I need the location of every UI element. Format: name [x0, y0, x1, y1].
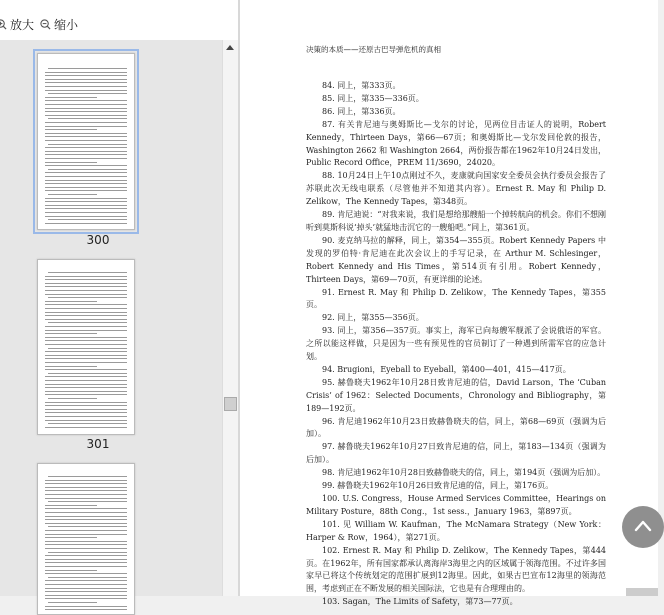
thumbnail-text-line [45, 420, 127, 421]
thumbnail-text-line [45, 606, 127, 607]
thumbnail-text-line [45, 609, 127, 610]
thumbnail-text-line [45, 75, 127, 76]
thumbnail-text-line [45, 530, 127, 531]
thumbnail-sidebar [0, 40, 222, 596]
thumbnail-text-line [45, 512, 127, 513]
sidebar-scrollbar[interactable] [222, 40, 238, 596]
endnote: 93. 同上，第356—357页。事实上，海军已向每艘军舰派了会说俄语的军官。之所以能这样做，只是因为一些有预见性的官员制订了一种遇到所需军官的应急计划。 [306, 326, 606, 362]
thumbnail-text-line [48, 398, 97, 399]
zoom-out-button[interactable] [40, 16, 78, 33]
thumbnail-text-line [45, 79, 127, 80]
thumbnail-text-line [45, 559, 127, 560]
thumbnail-text-line [45, 498, 127, 499]
thumbnail-text-line [45, 494, 127, 495]
thumbnail-text-line [45, 198, 127, 199]
thumbnail-text-line [45, 402, 127, 403]
thumbnail-text-line [45, 82, 127, 83]
thumbnail-text-line [45, 598, 127, 599]
endnote: 102. Ernest R. May 和 Philip D. Zelikow，The Kennedy Tapes，第444页。在1962年，所有国家都承认离海岸3海里之内的区域属于领海范围。不过许多国家早已将这个传统划定的范围扩展到12海里。因此，如果古巴宣布12海里的领海范围，考虑到正在不断发展的相关国际法，它也是有合理理由的。 [306, 545, 606, 594]
thumbnail-text-line [45, 548, 127, 549]
thumbnail-text-line [48, 68, 127, 69]
endnotes-list [306, 80, 606, 609]
thumbnail-text-line [45, 405, 127, 406]
thumbnail-text-line [48, 272, 127, 273]
thumbnail-text-line [45, 358, 127, 359]
endnote: 103. Sagan，The Limits of Safety，第73—77页。 [322, 597, 518, 607]
thumbnail-text-line [45, 136, 127, 137]
thumbnail-text-line [45, 387, 127, 388]
thumbnail-text-line [45, 380, 127, 381]
thumbnail-text-line [45, 344, 127, 345]
thumbnail-text-line [45, 172, 127, 173]
thumbnail-text-line [45, 115, 127, 116]
zoom-in-label: 放大 [10, 18, 35, 32]
thumbnail-text-line [45, 72, 127, 73]
thumbnail-text-line [45, 90, 127, 91]
thumbnail-text-line [45, 129, 97, 130]
thumbnail-text-line [45, 190, 127, 191]
thumbnail-text-line [45, 544, 127, 545]
thumbnail-text-line [45, 580, 127, 581]
thumbnail-text-line [45, 369, 127, 370]
thumbnail-text-line [45, 394, 127, 395]
zoom-in-button[interactable] [0, 16, 34, 33]
thumbnail-text-line [45, 315, 127, 316]
thumbnail-text-line [45, 366, 97, 367]
thumbnail-text-line [45, 508, 127, 509]
thumbnail-text-line [45, 427, 127, 428]
thumbnail-text-line [45, 391, 127, 392]
thumbnail-text-line [45, 573, 127, 574]
thumbnail-text-line [45, 555, 127, 556]
thumbnail-text-line [45, 104, 127, 105]
thumbnail-text-line [48, 476, 127, 477]
thumbnail-text-line [45, 151, 127, 152]
thumbnail-text-line [45, 183, 127, 184]
endnote: 85. 同上，第335—336页。 [322, 93, 424, 103]
endnote: 84. 同上，第333页。 [322, 81, 401, 90]
thumbnail-text-line [45, 562, 127, 563]
endnote: 89. 肯尼迪说：“对我来说，我们是想给那艘船一个掉转航向的机会。你们不想刚听到莫斯科说‘掉头’就猛地击沉它的一艘船吧。”同上，第361页。 [306, 210, 606, 232]
thumbnail-text-line [45, 126, 127, 127]
thumbnail-text-line [48, 348, 127, 349]
thumbnail-text-line [45, 290, 127, 291]
thumbnail-text-line [45, 216, 127, 217]
thumbnail-text-line [45, 108, 127, 109]
thumbnail-text-line [45, 340, 127, 341]
thumbnail-text-line [45, 326, 127, 327]
thumbnail-text-line [48, 169, 127, 170]
zoom-out-icon [40, 19, 51, 30]
status-corner [626, 588, 658, 596]
endnote: 96. 肯尼迪1962年10月23日致赫鲁晓夫的信，同上，第68—69页（强调为后加）。 [306, 416, 606, 439]
thumbnail-text-line [48, 322, 127, 323]
thumbnail-text-line [45, 162, 97, 163]
thumbnail-text-line [45, 319, 127, 320]
thumbnail-text-line [45, 312, 127, 313]
thumbnail-text-line [45, 570, 97, 571]
thumbnail-text-line [45, 86, 127, 87]
scrollbar-thumb[interactable] [224, 397, 237, 411]
thumbnail-text-line [45, 516, 127, 517]
endnote: 97. 赫鲁晓夫1962年10月27日致肯尼迪的信，同上，第183—134页（强调为后加）。 [306, 442, 606, 465]
thumbnail-text-line [48, 144, 127, 145]
zoom-in-icon [0, 19, 7, 30]
thumbnail-toolbar [0, 0, 240, 40]
chevron-up-icon [633, 516, 653, 536]
thumbnail-text-line [45, 584, 127, 585]
thumbnail-text-line [45, 308, 127, 309]
thumbnail-text-line [48, 219, 127, 220]
thumbnail-page-number: 301 [86, 437, 110, 451]
thumbnail-text-line [45, 205, 127, 206]
thumbnail-text-line [48, 194, 97, 195]
thumbnail-text-line [45, 147, 127, 148]
thumbnail-text-line [45, 409, 127, 410]
endnote: 98. 肯尼迪1962年10月28日致赫鲁晓夫的信，同上，第194页（强调为后加）。 [322, 468, 606, 478]
thumbnail-text-line [45, 384, 127, 385]
zoom-out-label: 缩小 [54, 18, 79, 32]
endnote: 95. 赫鲁晓夫1962年10月28日致肯尼迪的信，David Larson，The ‘Cuban Crisis’ of 1962：Selected Documents，Chronology and Bibliography，第189—192页。 [306, 377, 606, 413]
thumbnail-text-line [48, 602, 97, 603]
thumbnail-text-line [45, 154, 127, 155]
thumbnail-text-line [45, 337, 127, 338]
endnote: 92. 同上，第355—356页。 [322, 313, 424, 323]
thumbnail-text-line [45, 362, 127, 363]
endnote: 99. 赫鲁晓夫1962年10月26日致肯尼迪的信，同上，第176页。 [322, 481, 554, 491]
thumbnail-text-line [45, 541, 127, 542]
thumbnail-text-line [45, 351, 127, 352]
thumbnail-text-line [45, 100, 127, 101]
thumbnail-text-line [45, 330, 127, 331]
thumbnail-text-line [45, 208, 127, 209]
endnote: 94. Brugioni，Eyeball to Eyeball，第400—401，415—417页。 [322, 364, 571, 374]
endnote: 100. U.S. Congress，House Armed Services Committee，Hearings on Military Posture，88th Cong.，1st sess.，January 1963，第897页。 [306, 494, 606, 516]
thumbnail-text-line [48, 577, 127, 578]
thumbnail-text-line [45, 140, 127, 141]
thumbnail-text-line [45, 595, 127, 596]
thumbnail-text-line [45, 176, 127, 177]
thumbnail-text-line [48, 297, 127, 298]
thumbnail-text-line [48, 552, 127, 553]
thumbnail-text-line [45, 133, 127, 134]
thumbnail-text-line [45, 523, 127, 524]
thumbnail-text-line [45, 212, 127, 213]
thumbnail-text-line [48, 373, 127, 374]
thumbnail-text-line [45, 333, 97, 334]
endnote: 91. Ernest R. May 和 Philip D. Zelikow，The Kennedy Tapes，第355页。 [306, 287, 606, 310]
thumbnail-text-line [45, 480, 127, 481]
thumbnail-text-line [45, 416, 127, 417]
thumbnail-text-line [45, 111, 127, 112]
thumbnail-text-line [45, 591, 127, 592]
running-header: 决策的本质——还原古巴导弹危机的真相 [306, 45, 441, 54]
page-thumbnail[interactable] [37, 463, 135, 615]
endnote: 101. 见 William W. Kaufman，The McNamara Strategy（New York：Harper & Row，1964），第271页。 [306, 519, 606, 542]
thumbnail-text-line [45, 180, 127, 181]
thumbnail-text-line [45, 301, 97, 302]
thumbnail-text-line [45, 505, 97, 506]
thumbnail-text-line [45, 566, 127, 567]
document-page-view [240, 0, 658, 607]
thumbnail-text-line [48, 501, 127, 502]
scroll-to-top-button[interactable] [622, 506, 664, 548]
thumbnail-text-line [45, 201, 127, 202]
thumbnail-text-line [45, 304, 127, 305]
thumbnail-text-line [45, 588, 127, 589]
thumbnail-text-line [45, 483, 127, 484]
thumbnail-text-line [45, 165, 127, 166]
thumbnail-text-line [45, 223, 127, 224]
page-thumbnail[interactable] [37, 259, 135, 435]
thumbnail-text-line [45, 534, 127, 535]
thumbnail-text-line [45, 487, 127, 488]
thumbnail-text-line [45, 355, 127, 356]
page-thumbnail[interactable] [37, 53, 135, 230]
thumbnail-text-line [48, 93, 127, 94]
thumbnail-text-line [45, 276, 127, 277]
thumbnail-text-line [45, 122, 127, 123]
thumbnail-text-line [45, 490, 127, 491]
thumbnail-text-line [48, 423, 127, 424]
thumbnail-text-line [45, 376, 127, 377]
thumbnail-text-line [48, 526, 127, 527]
thumbnail-text-line [45, 412, 127, 413]
thumbnail-text-line [45, 519, 127, 520]
thumbnail-text-line [45, 286, 127, 287]
scroll-up-arrow-icon[interactable] [226, 45, 234, 50]
thumbnail-text-line [45, 158, 127, 159]
endnote: 87. 有关肯尼迪与奥姆斯比—戈尔的讨论，见两位目击证人的说明，Robert Kennedy，Thirteen Days，第66—67页；和奥姆斯比—戈尔发回伦敦的报告，Washington 2662 和 Washington 2664，两份报告都在1962年10月24日发出，Public Record Office，PREM 11/3690，24020。 [306, 119, 606, 168]
thumbnail-text-line [48, 118, 127, 119]
endnote: 86. 同上，第336页。 [322, 106, 401, 116]
thumbnail-text-line [45, 537, 97, 538]
endnote: 90. 麦克纳马拉的解释，同上，第354—355页。Robert Kennedy Papers 中发现的罗伯特·肯尼迪在此次会议上的手写记录，在 Arthur M. Schlesinger，Robert Kennedy and His Times，第514页有引用。Robert Kennedy，Thirteen Days，第69—70页，有更详细的论述。 [306, 235, 606, 284]
thumbnail-text-line [45, 283, 127, 284]
thumbnail-text-line [45, 279, 127, 280]
thumbnail-text-line [45, 97, 97, 98]
endnote: 88. 10月24日上午10点刚过不久，麦康就向国家安全委员会执行委员会报告了苏联此次无线电联系（尽管他并不知道其内容）。Ernest R. May 和 Philip D. Zelikow，The Kennedy Tapes，第348页。 [306, 171, 606, 207]
thumbnail-text-line [45, 294, 127, 295]
thumbnail-text-line [45, 187, 127, 188]
thumbnail-page-number: 300 [86, 233, 110, 247]
